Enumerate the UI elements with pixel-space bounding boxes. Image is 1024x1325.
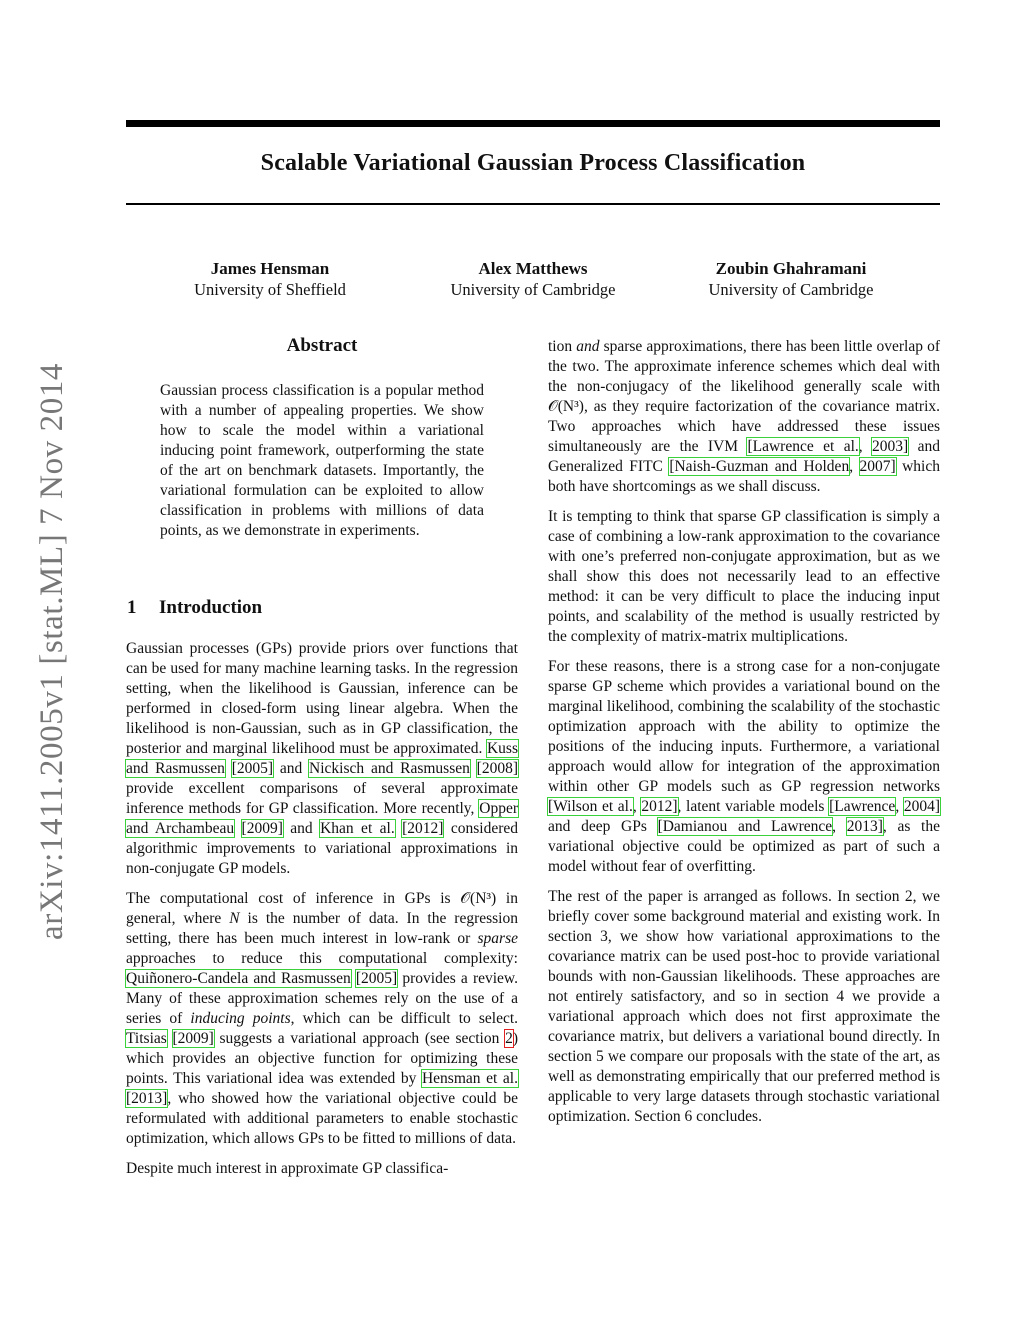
author-affiliation: University of Cambridge [450,280,616,299]
citation-link[interactable]: Nickisch and Rasmussen [309,760,470,777]
citation-link[interactable]: [Wilson et al. [548,798,633,815]
section-title: Introduction [159,597,263,618]
paper-title: Scalable Variational Gaussian Process Classification [260,150,806,176]
citation-link[interactable]: 2013] [846,818,883,835]
math-expression: 𝒪(N³) [460,890,497,907]
citation-link[interactable]: [2009] [241,820,283,837]
citation-link[interactable]: Hensman et al. [421,1070,518,1087]
author-affiliation: University of Cambridge [708,280,874,299]
abstract-heading: Abstract [286,335,358,356]
author-name: Zoubin Ghahramani [715,259,867,278]
author-1 [140,258,400,301]
emphasis: sparse [477,930,518,947]
author-name: James Hensman [210,259,330,278]
intro-paragraph-4: tion and sparse approximations, there has been little overlap of the two. The approximate inference schemes which deal with the non-conjugacy of the likelihood generally scale with 𝒪(N³), as they require factorization of the covariance matrix. Two approaches which have addressed these issues simultaneously are the IVM [Lawrence et al., 2003] and Generalized FITC [Naish-Guzman and Holden, 2007] which both have shortcomings as we shall discuss. [548,338,940,495]
author-name: Alex Matthews [478,259,588,278]
citation-link[interactable]: [2005] [231,760,274,777]
author-3 [661,258,921,301]
title-bottom-rule [126,203,940,205]
citation-link[interactable]: [2012] [402,820,444,837]
section-number: 1 [127,597,137,618]
citation-link[interactable]: 2004] [903,798,941,815]
citation-link[interactable]: [Lawrence [829,798,896,815]
author-2 [403,258,663,301]
citation-link[interactable]: Kuss and Rasmussen [126,740,518,777]
citation-link[interactable]: Quiñonero-Candela and Rasmussen [126,970,351,987]
intro-paragraph-5: It is tempting to think that sparse GP classification is simply a case of combining a low-rank approximation to the covariance with one’s preferred non-conjugate approximation, but as we shall show this does not necessarily lead to an effective method: it can be very difficult to place the inducing input points, and scalability of the method is usually restricted by the complexity of matrix-matrix multiplications. [548,508,940,645]
citation-link[interactable]: Titsias [126,1030,167,1047]
left-column [126,639,518,1189]
intro-paragraph-7: The rest of the paper is arranged as follows. In section 2, we briefly cover some background material and existing work. In section 3, we show how variational approximations to the covariance matrix can be used post-hoc to provide variational bounds with non-Gaussian likelihoods. These approaches are not entirely satisfactory, and so in section 4 we provide a variational approach which does not first approximate the covariance matrix, but delivers a variational bound directly. In section 5 we compare our proposals with the state of the art, as well as demonstrating empirically that our preferred method is applicable to very large datasets through stochastic variational optimization. Section 6 concludes. [548,888,940,1125]
intro-paragraph-6: For these reasons, there is a strong case for a non-conjugate sparse GP scheme which provides a variational bound on the marginal likelihood, combining the scalability of the stochastic optimization approach with the ability to optimize the positions of the inducing inputs. Furthermore, a variational approach would allow for integration of the approximation within other GP models such as GP regression networks [Wilson et al., 2012], latent variable models [Lawrence, 2004] and deep GPs [Damianou and Lawrence, 2013], as the variational objective could be optimized as part of such a model without fear of overfitting. [548,658,941,875]
intro-paragraph-1: Gaussian processes (GPs) provide priors over functions that can be used for many machine learning tasks. In the regression setting, when the likelihood is Gaussian, inference can be performed in closed-form using linear algebra. When the likelihood is non-Gaussian, such as in GP classification, the posterior and marginal likelihood must be approximated. Kuss and Rasmussen [2005] and Nickisch and Rasmussen [2008] provide excellent comparisons of several approximate inference methods for GP classification. More recently, Opper and Archambeau [2009] and Khan et al. [2012] considered algorithmic improvements to variational approximations in non-conjugate GP models. [126,640,519,877]
emphasis: and [576,338,600,355]
citation-link[interactable]: [Lawrence et al. [747,438,859,455]
section-reference-link[interactable]: 2 [505,1030,513,1047]
intro-paragraph-3: Despite much interest in approximate GP classifica- [126,1160,449,1177]
arxiv-stamp[interactable]: arXiv:1411.2005v1 [stat.ML] 7 Nov 2014 [34,362,70,940]
citation-link[interactable]: Khan et al. [320,820,395,837]
citation-link[interactable]: Opper and Archambeau [126,800,518,837]
citation-link[interactable]: 2012] [641,798,678,815]
emphasis: inducing points [190,1010,291,1027]
citation-link[interactable]: [2009] [172,1030,214,1047]
section-heading [127,597,262,619]
math-expression: N [229,910,240,927]
citation-link[interactable]: 2003] [872,438,909,455]
author-affiliation: University of Sheffield [194,280,346,299]
title-top-rule [126,120,940,127]
citation-link[interactable]: [Damianou and Lawrence [657,818,833,835]
citation-link[interactable]: [Naish-Guzman and Holden [669,458,850,475]
citation-link[interactable]: [2008] [476,760,518,777]
abstract-text: Gaussian process classification is a popular method with a number of appealing properties. We show how to scale the model within a variational inducing point framework, outperforming the state of the art on benchmark datasets. Importantly, the variational formulation can be exploited to allow classification in problems with millions of data points, as we demonstrate in experiments. [160,382,484,539]
citation-link[interactable]: 2007] [859,458,896,475]
intro-paragraph-2: The computational cost of inference in GPs is 𝒪(N³) in general, where N is the number of data. In the regression setting, there has been much interest in low-rank or sparse approaches to reduce this computational complexity: Quiñonero-Candela and Rasmussen [2005] provides a review. Many of these approximation schemes rely on the use of a series of inducing points, which can be difficult to select. Titsias [2009] suggests a variational approach (see section 2) which provides an objective function for optimizing these points. This variational idea was extended by Hensman et al. [2013], who showed how the variational objective could be reformulated with additional parameters to enable stochastic optimization, which allows GPs to be fitted to millions of data. [126,890,519,1147]
math-expression: 𝒪(N³) [548,398,584,415]
citation-link[interactable]: [2005] [355,970,398,987]
citation-link[interactable]: [2013] [126,1090,168,1107]
right-column [548,337,940,1137]
